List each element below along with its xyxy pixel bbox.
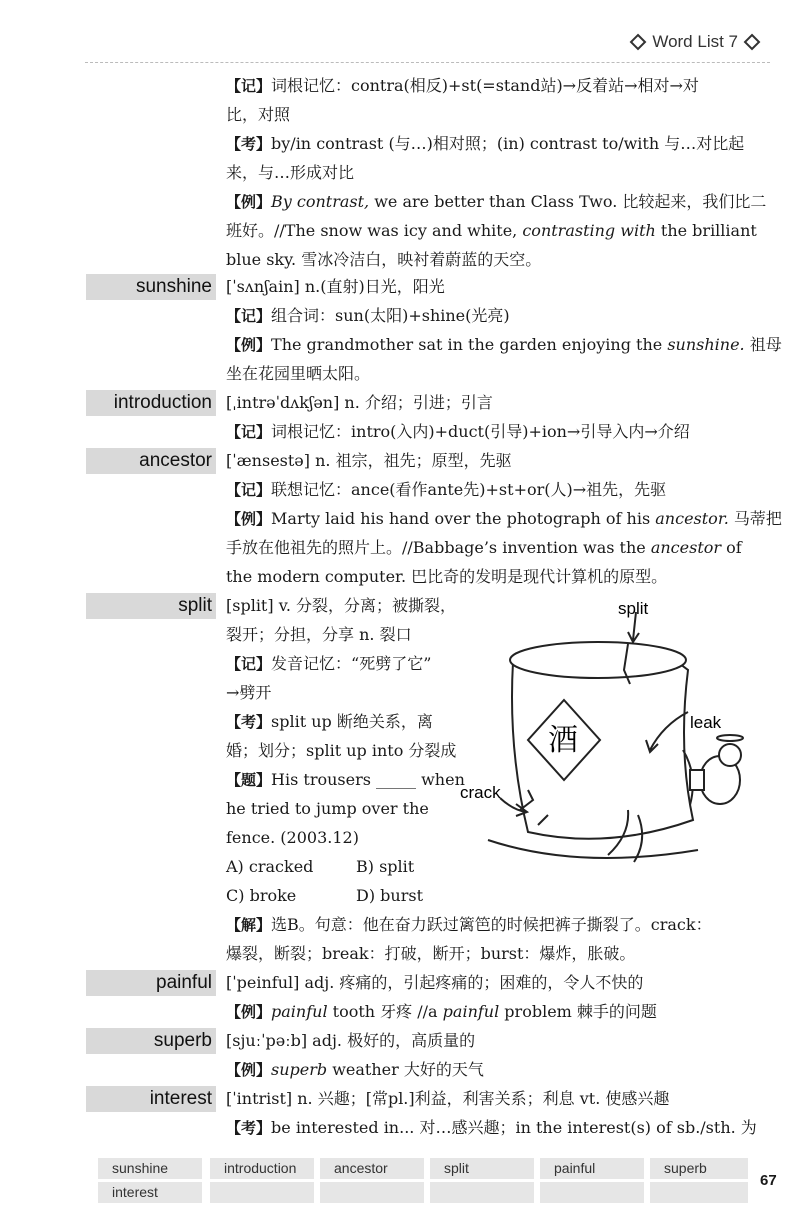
entry-line: [ˈpeinful] adj. 疼痛的，引起疼痛的；困难的，令人不快的 <box>226 973 644 992</box>
footer-item: ancestor <box>320 1158 424 1179</box>
entry-line: [ˈintrist] n. 兴趣；[常pl.]利益，利害关系；利息 vt. 使感兴趣 <box>226 1089 670 1108</box>
answer-options: C) broke D) burst <box>226 886 423 905</box>
page-number: 67 <box>760 1172 777 1189</box>
header-divider <box>85 62 770 63</box>
entry-line: the modern computer. 巴比奇的发明是现代计算机的原型。 <box>226 567 668 586</box>
entry-line: 【题】His trousers _____ when <box>226 770 465 789</box>
entry-line: 【考】by/in contrast (与…)相对照；(in) contrast to/with 与…对比起 <box>226 134 745 153</box>
footer-item: introduction <box>210 1158 314 1179</box>
entry-line: blue sky. 雪冰冷洁白，映衬着蔚蓝的天空。 <box>226 250 542 269</box>
entry-line: 【例】By contrast, we are better than Class Two. 比较起来，我们比二 <box>226 192 767 211</box>
split-illustration <box>458 600 758 875</box>
diamond-icon <box>744 34 760 50</box>
footer-item: interest <box>98 1182 202 1203</box>
entry-line: 裂开；分担，分享 n. 裂口 <box>226 625 412 644</box>
page-header <box>630 28 760 56</box>
word-list-title: Word List 7 <box>652 32 738 51</box>
footer-word-index <box>98 1158 748 1204</box>
footer-item: sunshine <box>98 1158 202 1179</box>
headword-superb: superb <box>86 1028 216 1054</box>
entry-line: [ˈsʌnʃain] n.(直射)日光，阳光 <box>226 277 445 296</box>
entry-line: 【记】组合词：sun(太阳)+shine(光亮) <box>226 306 510 325</box>
entry-line: [split] v. 分裂，分离；被撕裂， <box>226 596 457 615</box>
entry-line: 【例】The grandmother sat in the garden enjoying the sunshine. 祖母 <box>226 335 782 354</box>
label-leak: leak <box>690 713 722 732</box>
entry-line: 【考】split up 断绝关系，离 <box>226 712 433 731</box>
entry-line: 【记】词根记忆：intro(入内)+duct(引导)+ion→引导入内→介绍 <box>226 422 690 441</box>
entry-line: 【解】选B。句意：他在奋力跃过篱笆的时候把裤子撕裂了。crack： <box>226 915 712 934</box>
entry-line: 【例】painful tooth 牙疼 //a painful problem 棘手的问题 <box>226 1002 657 1021</box>
entry-line: 【例】superb weather 大好的天气 <box>226 1060 484 1079</box>
headword-interest: interest <box>86 1086 216 1112</box>
footer-blank <box>430 1182 534 1203</box>
entry-line: 【记】联想记忆：ance(看作ante先)+st+or(人)→祖先，先驱 <box>226 480 667 499</box>
headword-introduction: introduction <box>86 390 216 416</box>
label-crack: crack <box>460 783 501 802</box>
entry-line: 比，对照 <box>226 105 291 124</box>
entry-line: 来，与…形成对比 <box>226 163 355 182</box>
entry-line: 手放在他祖先的照片上。//Babbage’s invention was the ancestor of <box>226 538 742 557</box>
footer-blank <box>320 1182 424 1203</box>
footer-blank <box>210 1182 314 1203</box>
entry-line: [sjuːˈpəːb] adj. 极好的，高质量的 <box>226 1031 476 1050</box>
headword-sunshine: sunshine <box>86 274 216 300</box>
headword-split: split <box>86 593 216 619</box>
answer-options: A) cracked B) split <box>226 857 415 876</box>
entry-line: 【考】be interested in... 对…感兴趣；in the interest(s) of sb./sth. 为 <box>226 1118 757 1137</box>
entry-line: 爆裂，断裂；break：打破，断开；burst：爆炸，胀破。 <box>226 944 636 963</box>
footer-blank <box>540 1182 644 1203</box>
footer-item: painful <box>540 1158 644 1179</box>
label-split: split <box>618 599 649 618</box>
footer-blank <box>650 1182 748 1203</box>
headword-ancestor: ancestor <box>86 448 216 474</box>
entry-line: 【例】Marty laid his hand over the photograph of his ancestor. 马蒂把 <box>226 509 782 528</box>
entry-line: [ˌintrəˈdʌkʃən] n. 介绍；引进；引言 <box>226 393 493 412</box>
entry-line: 班好。//The snow was icy and white, contrasting with the brilliant <box>226 221 757 240</box>
entry-line: 坐在花园里晒太阳。 <box>226 364 371 383</box>
jar-label-text: 酒 <box>548 723 578 758</box>
entry-line: fence. (2003.12) <box>226 828 359 847</box>
footer-item: split <box>430 1158 534 1179</box>
footer-item: superb <box>650 1158 748 1179</box>
entry-line: 【记】发音记忆：“死劈了它” <box>226 654 432 673</box>
entry-line: [ˈænsestə] n. 祖宗，祖先；原型，先驱 <box>226 451 512 470</box>
diamond-icon <box>630 34 646 50</box>
entry-line: he tried to jump over the <box>226 799 429 818</box>
entry-line: 婚；划分；split up into 分裂成 <box>226 741 457 760</box>
headword-painful: painful <box>86 970 216 996</box>
entry-line: 【记】词根记忆：contra(相反)+st(=stand站)→反着站→相对→对 <box>226 76 699 95</box>
entry-line: →劈开 <box>226 683 272 702</box>
